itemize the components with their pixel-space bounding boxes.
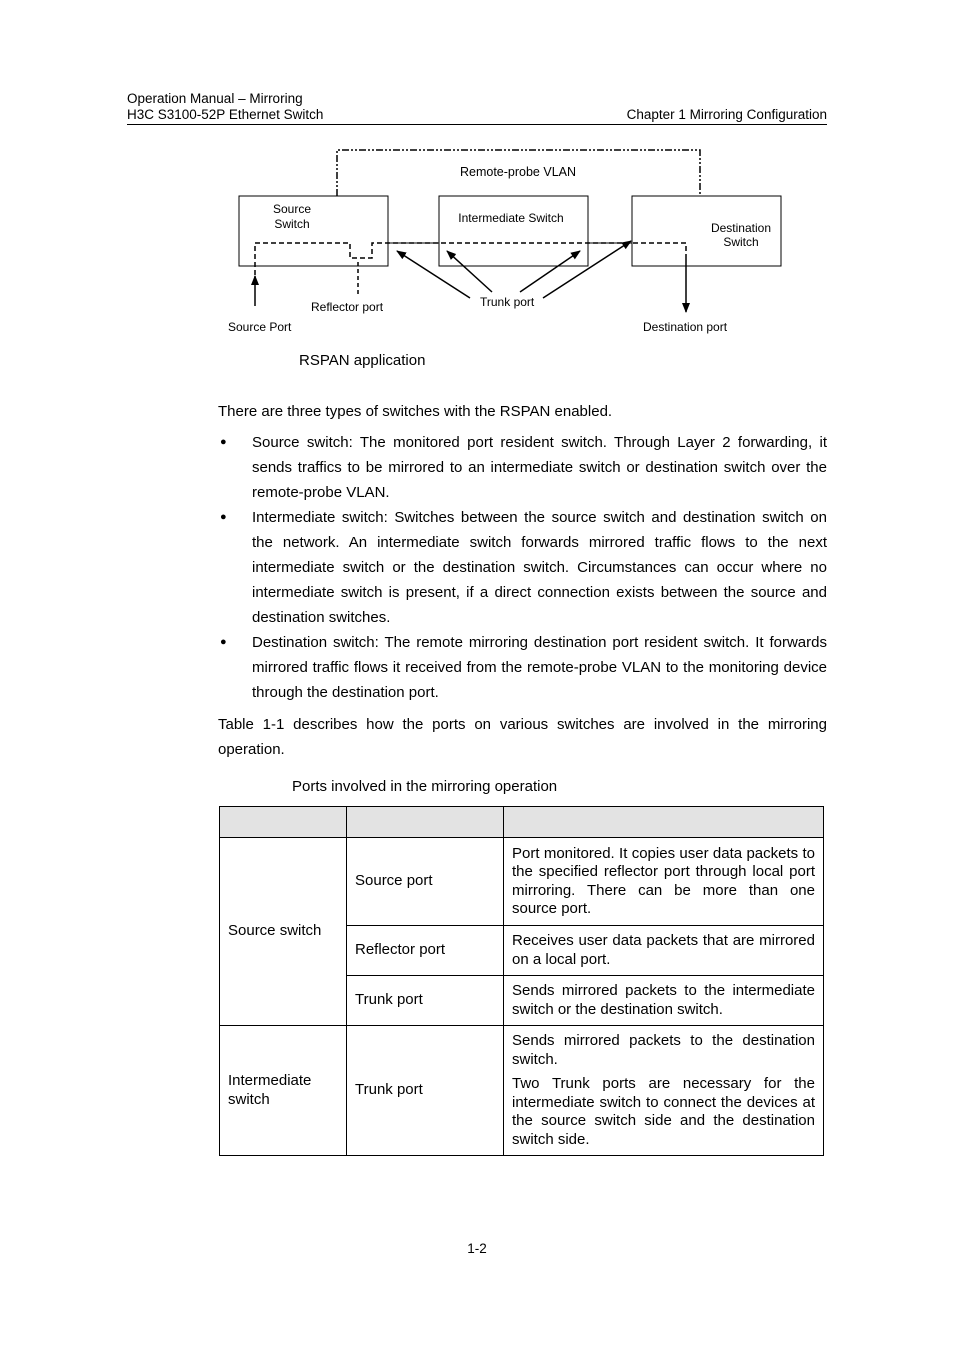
trunk-arrow-1 [397,251,470,298]
chapter-title: Chapter 1 Mirroring Configuration [626,107,827,122]
function-cell: Sends mirrored packets to the intermediate switch or the destination switch. [504,976,824,1026]
reflector-port-label: Reflector port [311,300,384,314]
list-item: ● Intermediate switch: Switches between the source switch and destination switch on the network. An intermediate switch forwards mirrored traffic flows to the next intermediate switch or the destination switch. Circumstances can occur where no intermediate switch is present, if a direct connection exists between the source and destination switches. [218,505,827,630]
table-header-row [220,807,824,838]
list-item: ● Destination switch: The remote mirroring destination port resident switch. It forwards mirrored traffic flows it received from the remote-probe VLAN to the monitoring device through the destination port. [218,630,827,705]
switch-types-list [218,430,827,705]
intro-paragraph: There are three types of switches with the RSPAN enabled. [218,403,613,420]
destination-switch-label-line2: Switch [723,235,759,249]
bullet-icon: ● [220,436,227,448]
intermediate-switch-box [439,196,588,266]
trunk-port-label: Trunk port [480,295,535,309]
port-cell: Source port [347,838,504,926]
function-cell: Sends mirrored packets to the destination switch. Two Trunk ports are necessary for the intermediate switch to connect the devices at the source switch side and the destination switch side. [504,1026,824,1156]
rspan-diagram [0,0,954,345]
port-cell: Trunk port [347,1026,504,1156]
switch-cell: Source switch [220,838,347,1026]
port-cell: Reflector port [347,926,504,976]
destination-port-label: Destination port [643,320,728,334]
source-switch-box [239,196,388,266]
table-row [220,838,824,926]
trunk-arrow-3 [520,251,580,292]
table-intro-paragraph: Table 1-1 describes how the ports on various switches are involved in the mirroring operation. [218,716,827,758]
product-name: H3C S3100-52P Ethernet Switch [127,107,324,122]
header-cell [347,807,504,838]
source-port-label: Source Port [228,320,292,334]
vlan-label: Remote-probe VLAN [459,165,577,179]
header-cell [504,807,824,838]
trunk-arrow-2 [447,251,492,292]
source-switch-label-line1: Source [272,202,312,216]
switch-cell: Intermediate switch [220,1026,347,1156]
port-cell: Trunk port [347,976,504,1026]
function-cell: Receives user data packets that are mirrored on a local port. [504,926,824,976]
trunk-arrow-4 [543,241,631,298]
header-cell [220,807,347,838]
table-row [220,1026,824,1156]
function-cell: Port monitored. It copies user data packets to the specified reflector port through local port mirroring. There can be more than one source port. [504,838,824,926]
figure-caption: RSPAN application [299,352,426,369]
page-number: 1-2 [467,1241,487,1256]
manual-title: Operation Manual – Mirroring [127,91,303,106]
list-item: ● Source switch: The monitored port resident switch. Through Layer 2 forwarding, it sends traffics to be mirrored to an intermediate switch or destination switch over the remote-probe VLAN. [218,430,827,505]
bullet-icon: ● [220,636,227,648]
intermediate-switch-label: Intermediate Switch [458,211,564,225]
destination-switch-label-line1: Destination [710,221,772,235]
bullet-icon: ● [220,511,227,523]
ports-table [219,806,824,1156]
table-caption: Ports involved in the mirroring operation [292,778,558,795]
source-switch-label-line2: Switch [274,217,310,231]
